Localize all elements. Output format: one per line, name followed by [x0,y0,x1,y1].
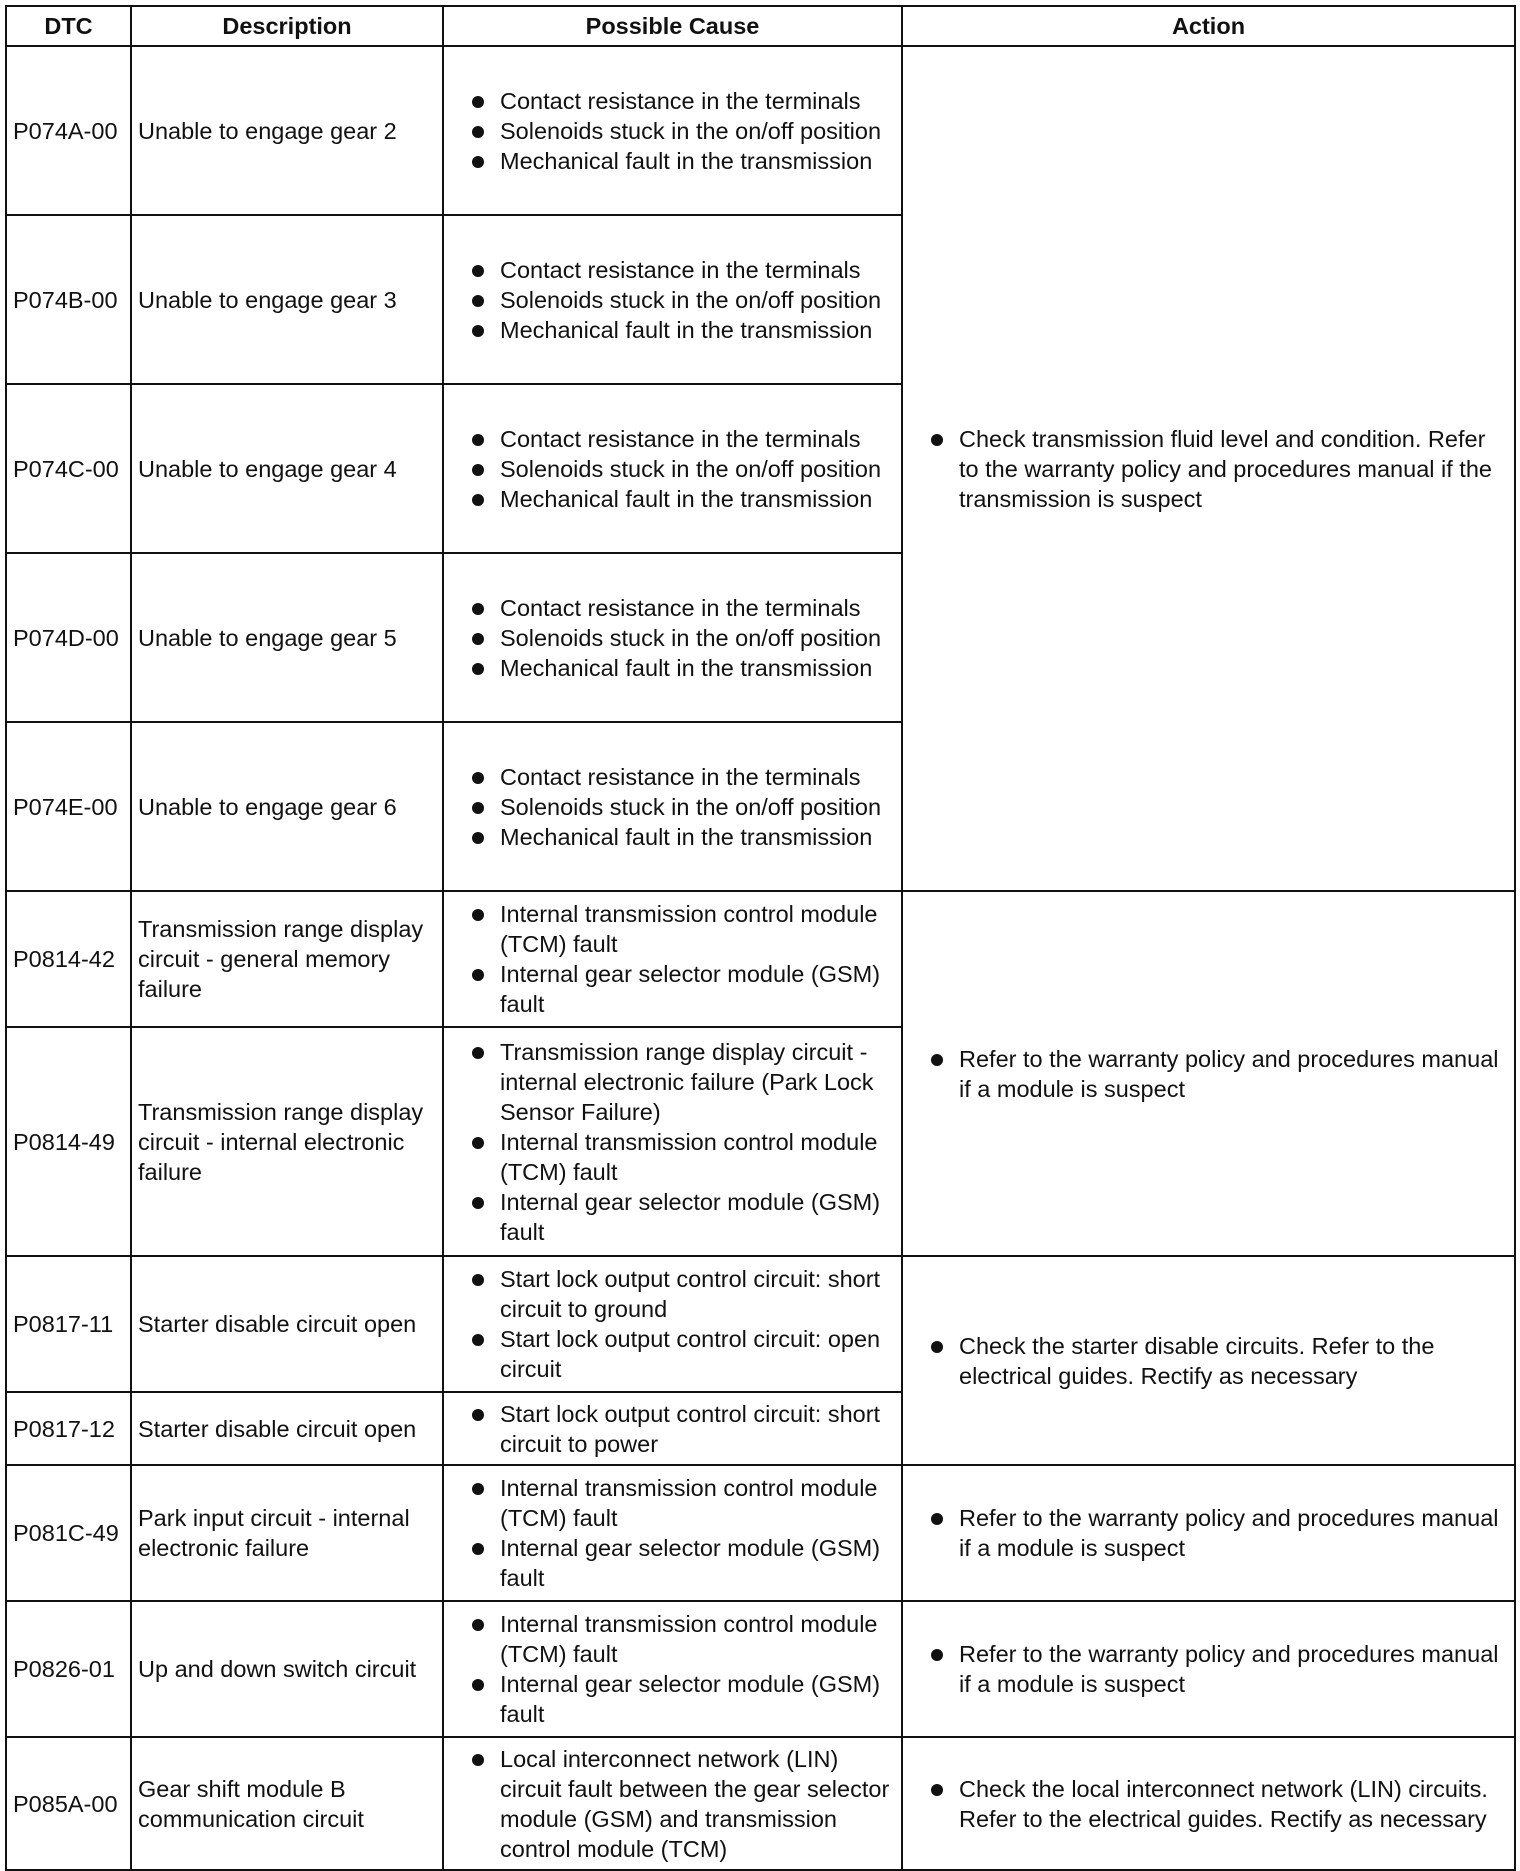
dtc-table [5,5,1516,1871]
cause-item: Mechanical fault in the transmission [450,146,895,176]
table-row [6,1256,1515,1392]
possible-cause [443,46,902,215]
action-cell [902,1465,1515,1601]
cause-item: Internal transmission control module (TCM) fault [450,1127,895,1187]
possible-cause [443,1392,902,1465]
header-dtc: DTC [6,6,131,46]
cause-item: Internal transmission control module (TCM) fault [450,899,895,959]
cause-item: Local interconnect network (LIN) circuit fault between the gear selector module (GSM) and transmission control module (TCM) [450,1744,895,1864]
dtc-code: P074B-00 [6,215,131,384]
action-item: Refer to the warranty policy and procedures manual if a module is suspect [909,1503,1508,1563]
dtc-code: P074E-00 [6,722,131,891]
possible-cause [443,722,902,891]
action-item: Refer to the warranty policy and procedures manual if a module is suspect [909,1044,1508,1104]
cause-item: Contact resistance in the terminals [450,424,895,454]
cause-item: Contact resistance in the terminals [450,593,895,623]
cause-item: Solenoids stuck in the on/off position [450,623,895,653]
possible-cause [443,891,902,1027]
dtc-description: Starter disable circuit open [131,1256,443,1392]
action-item: Check the starter disable circuits. Refer to the electrical guides. Rectify as necessary [909,1331,1508,1391]
dtc-description: Starter disable circuit open [131,1392,443,1465]
dtc-code: P0817-12 [6,1392,131,1465]
possible-cause [443,1465,902,1601]
possible-cause [443,1601,902,1737]
action-cell [902,1256,1515,1465]
action-item: Check the local interconnect network (LIN) circuits. Refer to the electrical guides. Rectify as necessary [909,1774,1508,1834]
cause-item: Transmission range display circuit - internal electronic failure (Park Lock Sensor Failure) [450,1037,895,1127]
dtc-description: Up and down switch circuit [131,1601,443,1737]
cause-item: Internal gear selector module (GSM) fault [450,1669,895,1729]
header-description: Description [131,6,443,46]
cause-item: Mechanical fault in the transmission [450,484,895,514]
cause-item: Internal gear selector module (GSM) fault [450,959,895,1019]
cause-item: Solenoids stuck in the on/off position [450,116,895,146]
action-item: Refer to the warranty policy and procedures manual if a module is suspect [909,1639,1508,1699]
cause-item: Mechanical fault in the transmission [450,822,895,852]
cause-item: Contact resistance in the terminals [450,86,895,116]
cause-item: Contact resistance in the terminals [450,762,895,792]
possible-cause [443,215,902,384]
dtc-code: P081C-49 [6,1465,131,1601]
dtc-description: Transmission range display circuit - internal electronic failure [131,1027,443,1256]
dtc-code: P074A-00 [6,46,131,215]
dtc-description: Gear shift module B communication circuit [131,1737,443,1870]
dtc-code: P0826-01 [6,1601,131,1737]
cause-item: Start lock output control circuit: short circuit to power [450,1399,895,1459]
dtc-description: Unable to engage gear 5 [131,553,443,722]
possible-cause [443,1256,902,1392]
possible-cause [443,553,902,722]
dtc-code: P074C-00 [6,384,131,553]
dtc-description: Unable to engage gear 2 [131,46,443,215]
dtc-code: P0817-11 [6,1256,131,1392]
cause-item: Start lock output control circuit: short circuit to ground [450,1264,895,1324]
action-item: Check transmission fluid level and condition. Refer to the warranty policy and procedures manual if the transmission is suspect [909,424,1508,514]
cause-item: Start lock output control circuit: open circuit [450,1324,895,1384]
table-row [6,46,1515,215]
possible-cause [443,1737,902,1870]
cause-item: Internal gear selector module (GSM) fault [450,1533,895,1593]
dtc-code: P0814-49 [6,1027,131,1256]
header-cause: Possible Cause [443,6,902,46]
action-cell [902,891,1515,1256]
possible-cause [443,384,902,553]
cause-item: Solenoids stuck in the on/off position [450,792,895,822]
cause-item: Internal transmission control module (TCM) fault [450,1609,895,1669]
action-cell [902,46,1515,891]
dtc-description: Unable to engage gear 3 [131,215,443,384]
table-row [6,1737,1515,1870]
possible-cause [443,1027,902,1256]
dtc-description: Unable to engage gear 6 [131,722,443,891]
header-action: Action [902,6,1515,46]
cause-item: Mechanical fault in the transmission [450,653,895,683]
cause-item: Mechanical fault in the transmission [450,315,895,345]
table-row [6,1601,1515,1737]
table-row [6,1465,1515,1601]
cause-item: Contact resistance in the terminals [450,255,895,285]
action-cell [902,1601,1515,1737]
header-row [6,6,1515,46]
action-cell [902,1737,1515,1870]
cause-item: Internal gear selector module (GSM) fault [450,1187,895,1247]
dtc-description: Transmission range display circuit - general memory failure [131,891,443,1027]
cause-item: Internal transmission control module (TCM) fault [450,1473,895,1533]
dtc-code: P085A-00 [6,1737,131,1870]
dtc-description: Unable to engage gear 4 [131,384,443,553]
cause-item: Solenoids stuck in the on/off position [450,285,895,315]
dtc-code: P074D-00 [6,553,131,722]
dtc-description: Park input circuit - internal electronic failure [131,1465,443,1601]
dtc-code: P0814-42 [6,891,131,1027]
cause-item: Solenoids stuck in the on/off position [450,454,895,484]
table-row [6,891,1515,1027]
